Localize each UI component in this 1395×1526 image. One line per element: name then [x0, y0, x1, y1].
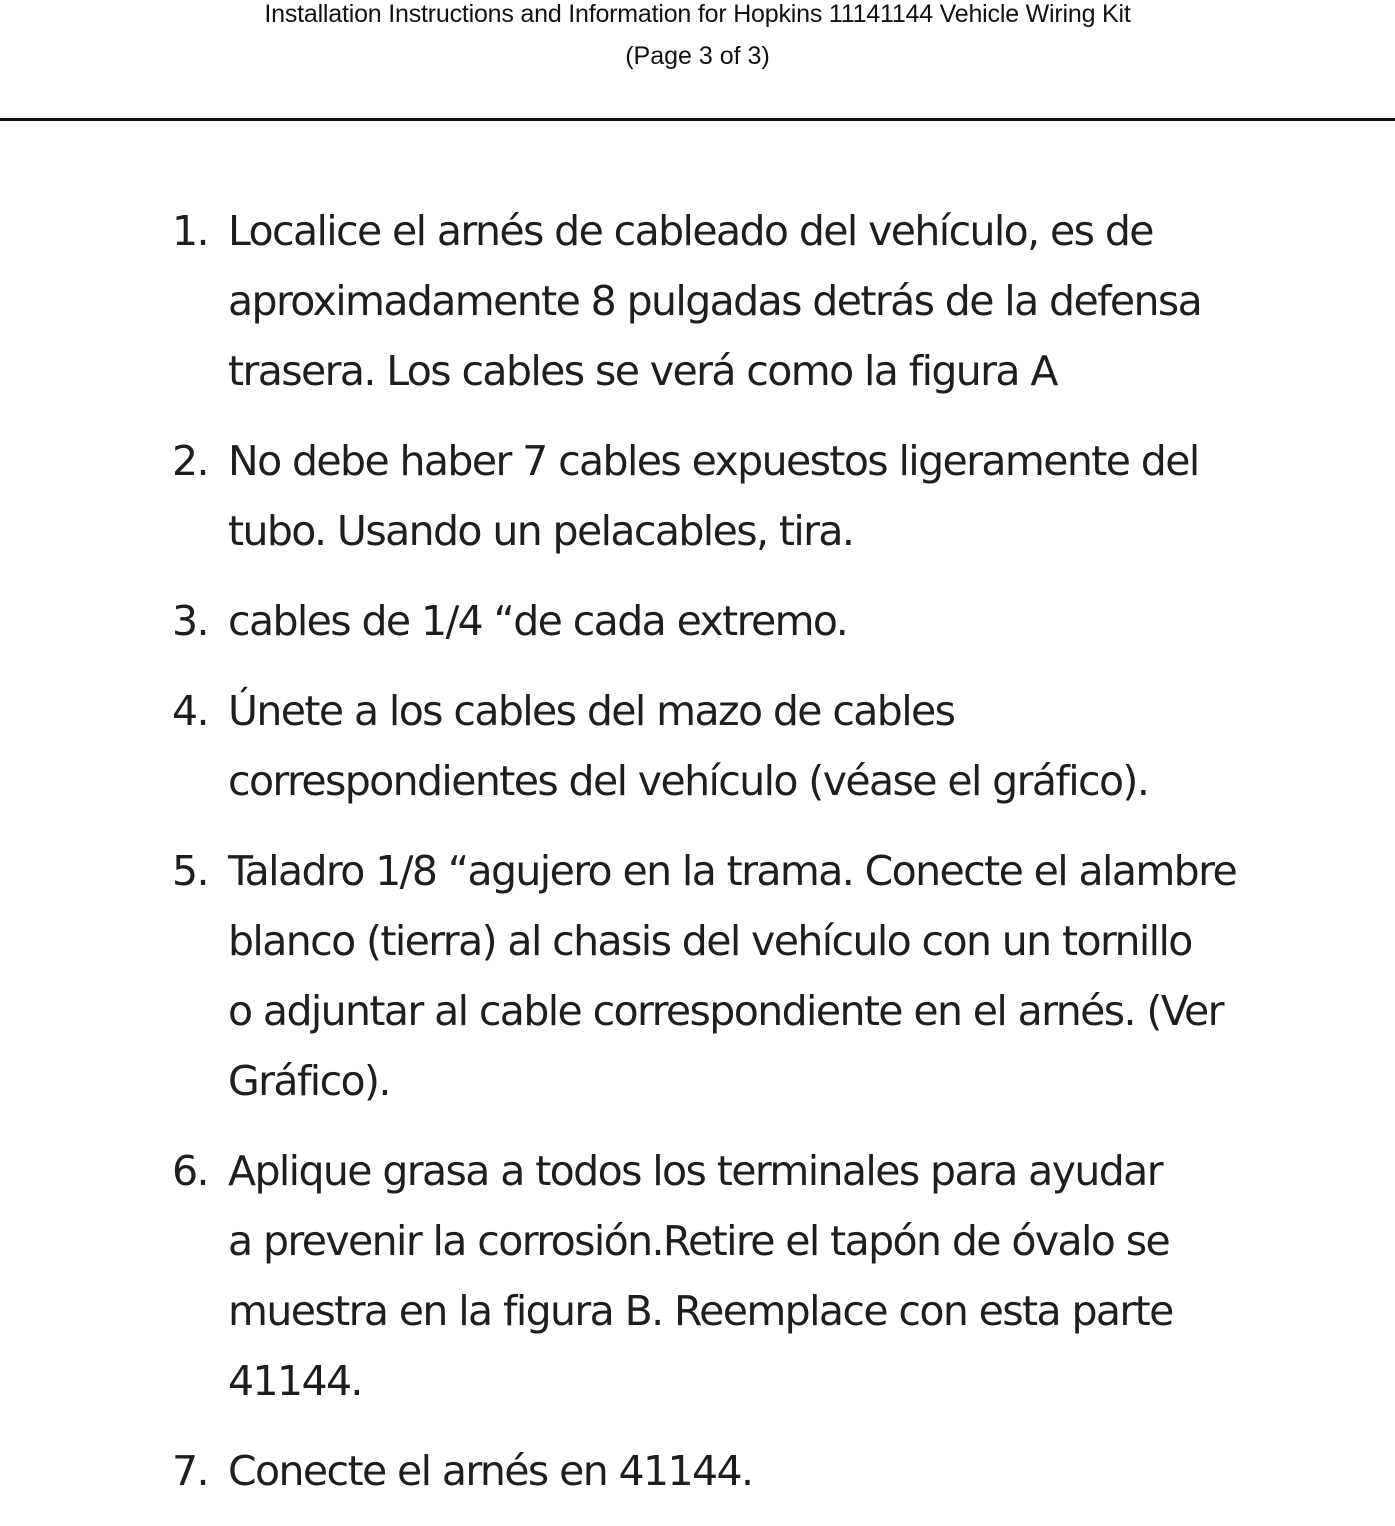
step-number: 7. [172, 1447, 208, 1495]
step-line: Gráfico). [228, 1057, 390, 1105]
step-text [228, 586, 1365, 656]
instruction-step-2 [0, 426, 1395, 566]
document-title: Installation Instructions and Information for Hopkins 11141144 Vehicle Wiring Kit [264, 0, 1131, 28]
header-divider [0, 118, 1395, 121]
step-line: Aplique grasa a todos los terminales para ayudar [228, 1147, 1162, 1195]
step-text [228, 426, 1365, 566]
step-line: aproximadamente 8 pulgadas detrás de la defensa [228, 277, 1202, 325]
step-text [228, 836, 1365, 1116]
step-text [228, 1136, 1365, 1416]
step-line: o adjuntar al cable correspondiente en el arnés. (Ver [228, 987, 1223, 1035]
step-number: 5. [172, 847, 208, 895]
instruction-step-6 [0, 1136, 1395, 1416]
step-text [228, 1436, 1365, 1506]
step-line: correspondientes del vehículo (véase el gráfico). [228, 757, 1149, 805]
instruction-step-1 [0, 196, 1395, 406]
step-line: Únete a los cables del mazo de cables [228, 687, 955, 735]
step-number: 6. [172, 1147, 208, 1195]
step-line: Conecte el arnés en 41144. [228, 1447, 753, 1495]
instruction-step-4 [0, 676, 1395, 816]
step-text [228, 676, 1365, 816]
page-indicator: (Page 3 of 3) [625, 42, 770, 70]
step-number: 3. [172, 597, 208, 645]
step-line: blanco (tierra) al chasis del vehículo con un tornillo [228, 917, 1192, 965]
step-line: Taladro 1/8 “agujero en la trama. Conecte el alambre [228, 847, 1237, 895]
step-line: muestra en la figura B. Reemplace con esta parte [228, 1287, 1173, 1335]
instruction-step-7 [0, 1436, 1395, 1506]
step-number: 4. [172, 687, 208, 735]
step-line: trasera. Los cables se verá como la figura A [228, 347, 1057, 395]
step-line: cables de 1/4 “de cada extremo. [228, 597, 848, 645]
step-line: Localice el arnés de cableado del vehículo, es de [228, 207, 1153, 255]
instruction-list [0, 196, 1395, 1526]
step-line: tubo. Usando un pelacables, tira. [228, 507, 854, 555]
step-text [228, 196, 1365, 406]
step-number: 1. [172, 207, 208, 255]
step-number: 2. [172, 437, 208, 485]
step-line: No debe haber 7 cables expuestos ligeramente del [228, 437, 1199, 485]
step-line: a prevenir la corrosión.Retire el tapón de óvalo se [228, 1217, 1170, 1265]
step-line: 41144. [228, 1357, 362, 1405]
instruction-step-5 [0, 836, 1395, 1116]
instruction-step-3 [0, 586, 1395, 656]
